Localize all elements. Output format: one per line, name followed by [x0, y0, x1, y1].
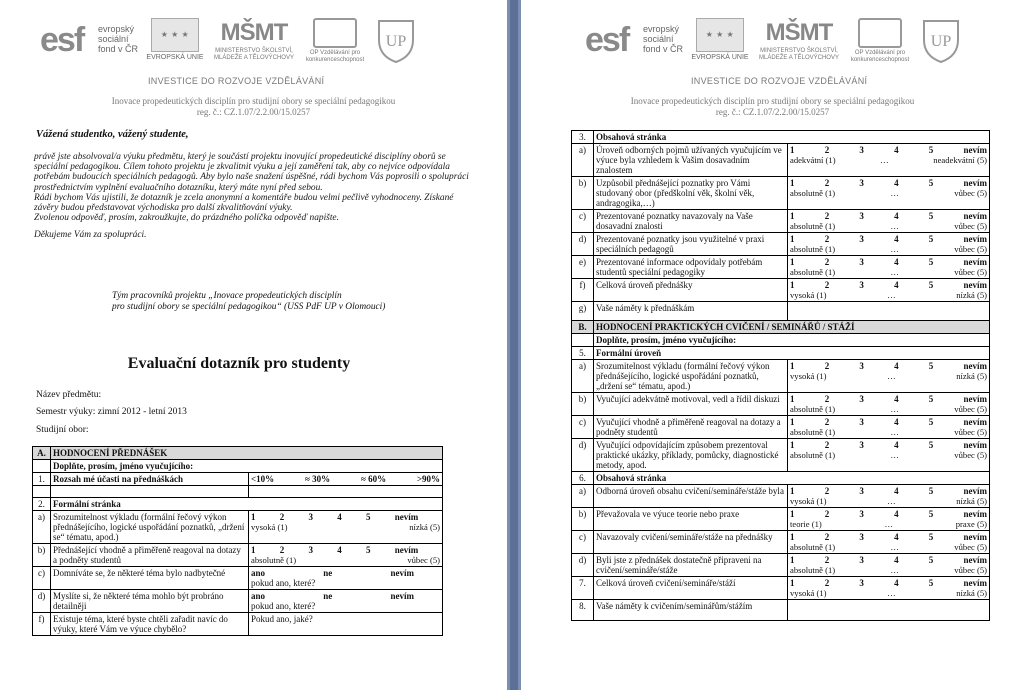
scale-option[interactable]: 3 — [859, 361, 864, 371]
question-text: Existuje téma, které byste chtěli zařadit navíc do výuky, které Vám ve výuce chybělo? — [51, 613, 249, 636]
scale-high: nízká (5) — [956, 588, 987, 598]
scale-high: vůbec (5) — [954, 221, 987, 231]
esf-logo — [585, 18, 684, 64]
scale-dots: … — [887, 496, 896, 506]
rating-scale[interactable] — [788, 439, 990, 472]
row-letter: a) — [33, 511, 51, 544]
scale-option[interactable]: 3 — [859, 211, 864, 221]
esf-mark: esf — [585, 21, 629, 59]
rating-scale[interactable] — [788, 531, 990, 554]
rating-scale[interactable] — [788, 233, 990, 256]
row-letter: d) — [572, 233, 594, 256]
study-field: Studijní obor: — [36, 425, 89, 435]
scale-dots: … — [887, 290, 896, 300]
scale-numbers[interactable]: 1 2 3 4 5 nevím — [251, 512, 419, 522]
scale-dots: … — [880, 155, 889, 165]
logo-strip — [40, 18, 416, 72]
project-title: Inovace propedeutických disciplín pro studijní obory se speciální pedagogikou — [630, 96, 915, 106]
logo-strip — [585, 18, 961, 72]
scale-option[interactable]: 3 — [859, 532, 864, 542]
rating-scale[interactable] — [788, 393, 990, 416]
scale-option[interactable]: 1 — [790, 234, 795, 244]
project-title: Inovace propedeutických disciplín pro studijní obory se speciální pedagogikou — [111, 96, 396, 106]
scale-option[interactable]: 2 — [824, 486, 830, 496]
scale-option[interactable]: 4 — [894, 486, 899, 496]
scale-option[interactable]: 2 — [824, 280, 830, 290]
question-text: Prezentované poznatky jsou využitelné v praxi speciálních pedagogů — [594, 233, 788, 256]
row-letter: b) — [33, 544, 51, 567]
up-shield-logo — [921, 18, 961, 64]
scale-dots: … — [890, 244, 899, 254]
question-text: Byli jste z přednášek dostatečně připraveni na cvičení/semináře/stáže — [594, 554, 788, 577]
scale-low: absolutně (1) — [790, 427, 836, 437]
letter-thanks: Děkujeme Vám za spolupráci. — [34, 230, 147, 241]
eu-label: EVROPSKÁ UNIE — [146, 54, 204, 61]
op-label: OP Vzdělávání pro konkurenceschopnost — [850, 50, 910, 63]
esf-text: evropský sociální fond v ČR — [98, 24, 139, 54]
question-text: Přednášející vhodně a přiměřeně reagoval na dotazy a podněty studentů — [51, 544, 249, 567]
question-text: Úroveň odborných pojmů užívaných vyučujícím ve výuce byla vzhledem k Vašim dosavadním znalostem — [594, 144, 788, 177]
eu-flag-icon: ★ ★ ★ — [696, 18, 744, 52]
scale-option[interactable]: nevím — [963, 257, 987, 267]
scale-option[interactable]: 5 — [928, 361, 934, 371]
svg-text:UP: UP — [930, 33, 952, 50]
scale-option[interactable]: 4 — [894, 280, 899, 290]
scale-high: neadekvátní (5) — [933, 155, 987, 165]
scale-dots: … — [890, 565, 899, 575]
scale-option[interactable]: nevím — [963, 394, 987, 404]
scale-option[interactable]: 5 — [928, 280, 934, 290]
scale-low: absolutně (1) — [790, 188, 836, 198]
row-letter: d) — [33, 590, 51, 613]
scale-option[interactable]: 4 — [894, 178, 899, 188]
scale-option[interactable]: 5 — [928, 440, 934, 450]
scale-option[interactable]: 2 — [824, 532, 830, 542]
scale-option[interactable]: 1 — [790, 578, 795, 588]
rating-scale[interactable] — [788, 210, 990, 233]
esf-mark: esf — [40, 21, 84, 59]
row-letter: b) — [572, 508, 594, 531]
row-letter: c) — [572, 531, 594, 554]
question-text: Prezentované poznatky navazovaly na Vaše dosavadní znalosti — [594, 210, 788, 233]
scale-option[interactable]: nevím — [963, 234, 987, 244]
scale-option[interactable]: 4 — [894, 145, 899, 155]
msmt-label: MINISTERSTVO ŠKOLSTVÍ, MLÁDEŽE A TĚLOVÝCHOVY — [759, 48, 839, 61]
eu-label: EVROPSKÁ UNIE — [691, 54, 749, 61]
op-box-icon — [313, 18, 357, 48]
scale-option[interactable]: 4 — [894, 509, 899, 519]
registration-number: reg. č.: CZ.1.07/2.2.00/15.0257 — [715, 107, 830, 117]
scale-option[interactable]: 2 — [824, 361, 830, 371]
section-heading: Obsahová stránka — [594, 472, 990, 485]
scale-dots: … — [890, 450, 899, 460]
scale-option[interactable]: 4 — [894, 417, 899, 427]
scale-option[interactable]: 4 — [894, 578, 899, 588]
scale-low: absolutně (1) — [790, 404, 836, 414]
scale-high: vůbec (5) — [954, 267, 987, 277]
row-letter: a) — [572, 144, 594, 177]
section-b-letter: B. — [572, 321, 594, 334]
section-a-title: HODNOCENÍ PŘEDNÁŠEK — [51, 447, 443, 460]
scale-high: nízká (5) — [956, 290, 987, 300]
scale-option[interactable]: 1 — [790, 532, 795, 542]
scale-option[interactable]: 5 — [928, 257, 934, 267]
scale-option[interactable]: 1 — [790, 417, 795, 427]
scale-option[interactable]: 3 — [859, 234, 864, 244]
rating-scale[interactable] — [788, 485, 990, 508]
letter-paragraph-2: Rádi bychom Vás ujistili, že dotazník je zcela anonymní a komentáře budou velmi pečlivě vyhodnoceny. Získané závěry budou představovat východiska pro další zkvalitňování výuky. — [34, 192, 454, 214]
investice-text: INVESTICE DO ROZVOJE VZDĚLÁVÁNÍ — [148, 76, 325, 86]
scale-option[interactable]: nevím — [963, 145, 987, 155]
scale-option[interactable]: nevím — [963, 417, 987, 427]
scale-high: vůbec (5) — [407, 555, 441, 565]
scale-low: absolutně (1) — [790, 542, 836, 552]
scale-low: vysoká (1) — [790, 588, 827, 598]
scale-option[interactable]: 5 — [928, 178, 934, 188]
scale-dots: … — [887, 371, 896, 381]
scale-low: vysoká (1) — [790, 290, 827, 300]
scale-high: vůbec (5) — [954, 450, 987, 460]
eu-flag-icon: ★ ★ ★ — [151, 18, 199, 52]
scale-option[interactable]: 4 — [894, 361, 899, 371]
scale-option[interactable]: 1 — [790, 280, 795, 290]
msmt-label: MINISTERSTVO ŠKOLSTVÍ, MLÁDEŽE A TĚLOVÝCHOVY — [214, 48, 294, 61]
row-letter: g) — [572, 302, 594, 321]
scale-high: nízká (5) — [409, 522, 441, 532]
scale-option[interactable]: 1 — [790, 178, 795, 188]
q1-opt[interactable]: >90% — [416, 474, 440, 484]
scale-option[interactable]: nevím — [963, 532, 987, 542]
choice-options[interactable]: ano ne nevím — [251, 568, 415, 578]
yes-no-choice[interactable] — [249, 590, 443, 613]
scale-option[interactable]: nevím — [963, 578, 987, 588]
scale-low: adekvátní (1) — [790, 155, 836, 165]
letter-body — [34, 152, 474, 241]
scale-low: absolutně (1) — [790, 450, 836, 460]
scale-option[interactable]: 4 — [894, 394, 899, 404]
question-text: Srozumitelnost výkladu (formální řečový výkon přednášejícího, logické uspořádání poznatků, „držení se“ tématu, apod.) — [51, 511, 249, 544]
eu-logo — [691, 18, 749, 64]
rating-scale[interactable] — [788, 177, 990, 210]
section-heading: Obsahová stránka — [594, 131, 990, 144]
question-text: Vaše náměty k cvičením/seminářům/stážím — [594, 600, 788, 621]
scale-option[interactable]: 1 — [790, 145, 795, 155]
scale-low: absolutně (1) — [790, 267, 836, 277]
row-letter: d) — [572, 554, 594, 577]
rating-scale[interactable] — [788, 416, 990, 439]
q1-opt[interactable]: ≈ 60% — [360, 474, 387, 484]
question-text: Převažovala ve výuce teorie nebo praxe — [594, 508, 788, 531]
scale-option[interactable]: 3 — [859, 578, 864, 588]
esf-logo — [40, 18, 139, 64]
rating-scale[interactable] — [788, 360, 990, 393]
rating-scale[interactable] — [788, 508, 990, 531]
team-line-1: Tým pracovníků projektu „Inovace propedeutických disciplín — [112, 291, 342, 301]
scale-high: vůbec (5) — [954, 427, 987, 437]
scale-dots: … — [887, 588, 896, 598]
scale-dots: … — [890, 267, 899, 277]
scale-low: absolutně (1) — [790, 221, 836, 231]
scale-option[interactable]: 4 — [894, 257, 899, 267]
scale-option[interactable]: 2 — [824, 555, 830, 565]
yes-no-choice[interactable] — [249, 567, 443, 590]
row-letter: d) — [572, 439, 594, 472]
question-text: Myslíte si, že některé téma mohlo být probráno detailněji — [51, 590, 249, 613]
section-number: 6. — [572, 472, 594, 485]
scale-option[interactable]: 3 — [859, 486, 864, 496]
question-text: Vyučující vhodně a přiměřeně reagoval na dotazy a podněty studentů — [594, 416, 788, 439]
scale-option[interactable]: 4 — [894, 234, 899, 244]
scale-option[interactable]: 3 — [859, 280, 864, 290]
scale-option[interactable]: nevím — [963, 211, 987, 221]
scale-option[interactable]: nevím — [963, 486, 987, 496]
teacher-name-prompt[interactable]: Doplňte, prosím, jméno vyučujícího: — [594, 334, 990, 347]
scale-option[interactable]: nevím — [963, 361, 987, 371]
q1-opt[interactable]: ≈ 30% — [304, 474, 331, 484]
rating-scale[interactable] — [249, 544, 443, 567]
msmt-logo — [759, 18, 839, 64]
scale-option[interactable]: 2 — [824, 211, 830, 221]
scale-option[interactable]: nevím — [963, 440, 987, 450]
scale-option[interactable]: 4 — [894, 555, 899, 565]
scale-high: nízká (5) — [956, 371, 987, 381]
section-a-table — [32, 446, 443, 636]
up-shield-logo — [376, 18, 416, 64]
rating-scale[interactable] — [788, 577, 990, 600]
row-letter: a) — [572, 360, 594, 393]
scale-high: vůbec (5) — [954, 565, 987, 575]
letter-paragraph-3: Zvolenou odpověď, prosím, zakroužkujte, do prázdného políčka odpověď napište. — [34, 213, 339, 224]
scale-option[interactable]: nevím — [963, 178, 987, 188]
choice-options[interactable]: ano ne nevím — [251, 591, 415, 601]
row-letter: c) — [33, 567, 51, 590]
scale-option[interactable]: 3 — [859, 555, 864, 565]
page-right — [521, 0, 1024, 690]
scale-option[interactable]: 5 — [928, 509, 934, 519]
page-divider — [507, 0, 521, 690]
op-logo — [304, 18, 366, 64]
scale-option[interactable]: nevím — [963, 280, 987, 290]
rating-scale[interactable] — [788, 279, 990, 302]
scale-dots: … — [890, 221, 899, 231]
scale-option[interactable]: 2 — [824, 394, 830, 404]
q2-number: 2. — [33, 498, 51, 511]
scale-option[interactable]: 5 — [928, 234, 934, 244]
scale-option[interactable]: 3 — [859, 417, 864, 427]
row-letter: f) — [33, 613, 51, 636]
op-box-icon — [858, 18, 902, 48]
scale-low: absolutně (1) — [790, 244, 836, 254]
team-signature — [112, 291, 472, 313]
msmt-mark-icon: MŠMT — [765, 19, 833, 46]
scale-option[interactable]: 1 — [790, 394, 795, 404]
question-text: Uzpůsobil přednášející poznatky pro Vámi studovaný obor (předškolní věk, školní věk, andragogika,…) — [594, 177, 788, 210]
scale-low: teorie (1) — [790, 519, 822, 529]
scale-option[interactable]: 5 — [928, 578, 934, 588]
rating-scale[interactable] — [249, 511, 443, 544]
section-heading: Formální úroveň — [594, 347, 990, 360]
q1-number: 1. — [33, 473, 51, 486]
semester-field: Semestr výuky: zimní 2012 - letní 2013 — [36, 407, 187, 417]
scale-option[interactable]: 2 — [824, 417, 830, 427]
scale-option[interactable]: 4 — [894, 532, 899, 542]
greeting: Vážená studentko, vážený studente, — [36, 129, 189, 140]
q1-opt[interactable]: <10% — [251, 474, 275, 484]
row-letter: b) — [572, 393, 594, 416]
op-label: OP Vzdělávání pro konkurenceschopnost — [305, 50, 365, 63]
section-number: 5. — [572, 347, 594, 360]
q1-options[interactable] — [249, 473, 443, 486]
scale-option[interactable]: 3 — [859, 178, 864, 188]
scale-low: absolutně (1) — [251, 555, 297, 565]
answer-field[interactable] — [788, 600, 990, 621]
scale-option[interactable]: 5 — [928, 145, 934, 155]
row-letter: e) — [572, 256, 594, 279]
scale-option[interactable]: 1 — [790, 440, 795, 450]
page-left — [0, 0, 507, 690]
scale-option[interactable]: 2 — [824, 509, 830, 519]
op-logo — [849, 18, 911, 64]
scale-high: vůbec (5) — [954, 188, 987, 198]
scale-option[interactable]: 2 — [824, 578, 830, 588]
scale-option[interactable]: 5 — [928, 211, 934, 221]
section-number: 3. — [572, 131, 594, 144]
question-text: Prezentované informace odpovídaly potřebám studentů speciální pedagogiky — [594, 256, 788, 279]
question-text: Vyučující adekvátně motivoval, vedl a řídil diskuzi — [594, 393, 788, 416]
msmt-logo — [214, 18, 294, 64]
eu-logo — [146, 18, 204, 64]
q2-heading: Formální stránka — [51, 498, 443, 511]
q1-text: Rozsah mé účasti na přednáškách — [51, 473, 249, 486]
scale-option[interactable]: 1 — [790, 211, 795, 221]
scale-dots: … — [890, 542, 899, 552]
svg-text:UP: UP — [385, 33, 407, 50]
scale-high: nízká (5) — [956, 496, 987, 506]
scale-low: vysoká (1) — [790, 496, 827, 506]
scale-option[interactable]: 3 — [859, 440, 864, 450]
scale-option[interactable]: 1 — [790, 361, 795, 371]
scale-option[interactable]: 5 — [928, 417, 934, 427]
section-number: 8. — [572, 600, 594, 621]
question-text: Vaše náměty k přednáškám — [594, 302, 788, 321]
scale-dots: … — [890, 404, 899, 414]
teacher-name-prompt[interactable]: Doplňte, prosím, jméno vyučujícího: — [51, 460, 443, 473]
scale-option[interactable]: 3 — [859, 145, 864, 155]
question-text: Odborná úroveň obsahu cvičení/semináře/stáže byla — [594, 485, 788, 508]
choice-followup[interactable]: pokud ano, které? — [251, 601, 316, 611]
section-b-title: HODNOCENÍ PRAKTICKÝCH CVIČENÍ / SEMINÁŘŮ / STÁŽÍ — [594, 321, 990, 334]
scale-option[interactable]: 1 — [790, 509, 795, 519]
question-text: Vyučující odpovídajícím způsobem prezentoval praktické ukázky, příklady, pomůcky, diagnostické metody, apod. — [594, 439, 788, 472]
answer-field[interactable] — [788, 302, 990, 321]
scale-low: vysoká (1) — [790, 371, 827, 381]
scale-option[interactable]: 1 — [790, 257, 795, 267]
row-letter: c) — [572, 210, 594, 233]
scale-option[interactable]: 2 — [824, 440, 830, 450]
scale-dots: … — [890, 427, 899, 437]
esf-text: evropský sociální fond v ČR — [643, 24, 684, 54]
scale-option[interactable]: nevím — [963, 509, 987, 519]
scale-option[interactable]: 5 — [928, 394, 934, 404]
scale-dots: … — [884, 519, 894, 529]
scale-option[interactable]: 3 — [859, 394, 864, 404]
row-letter: f) — [572, 279, 594, 302]
scale-option[interactable]: 3 — [859, 257, 864, 267]
row-letter: c) — [572, 416, 594, 439]
scale-option[interactable]: 2 — [824, 234, 830, 244]
scale-option[interactable]: 5 — [928, 555, 934, 565]
registration-number: reg. č.: CZ.1.07/2.2.00/15.0257 — [196, 107, 311, 117]
rating-scale[interactable] — [788, 554, 990, 577]
scale-high: praxe (5) — [955, 519, 987, 529]
question-text: Srozumitelnost výkladu (formální řečový výkon přednášejícího, logické uspořádání poznatků, „držení se“ tématu, apod.) — [594, 360, 788, 393]
msmt-mark-icon: MŠMT — [220, 19, 288, 46]
choice-followup[interactable]: pokud ano, které? — [251, 578, 316, 588]
scale-low: vysoká (1) — [251, 522, 288, 532]
scale-option[interactable]: 2 — [824, 257, 830, 267]
subject-field: Název předmětu: — [36, 390, 102, 400]
investice-text: INVESTICE DO ROZVOJE VZDĚLÁVÁNÍ — [691, 76, 868, 86]
rating-scale[interactable] — [788, 144, 990, 177]
scale-numbers[interactable]: 1 2 3 4 5 nevím — [251, 545, 419, 555]
scale-option[interactable]: 4 — [894, 211, 899, 221]
answer-field[interactable]: Pokud ano, jaké? — [249, 613, 443, 636]
scale-option[interactable]: 1 — [790, 555, 795, 565]
scale-dots: … — [890, 188, 899, 198]
scale-option[interactable]: 2 — [824, 145, 830, 155]
section-number: 7. — [572, 577, 594, 600]
rating-scale[interactable] — [788, 256, 990, 279]
question-text: Navazovaly cvičení/semináře/stáže na přednášky — [594, 531, 788, 554]
question-text: Celková úroveň cvičení/semináře/stáží — [594, 577, 788, 600]
scale-low: absolutně (1) — [790, 565, 836, 575]
scale-option[interactable]: 4 — [894, 440, 899, 450]
row-letter: b) — [572, 177, 594, 210]
scale-option[interactable]: nevím — [963, 555, 987, 565]
scale-high: vůbec (5) — [954, 542, 987, 552]
question-text: Domníváte se, že některé téma bylo nadbytečné — [51, 567, 249, 590]
scale-option[interactable]: 1 — [790, 486, 795, 496]
scale-option[interactable]: 3 — [859, 509, 864, 519]
form-title: Evaluační dotazník pro studenty — [127, 355, 351, 372]
scale-high: vůbec (5) — [954, 244, 987, 254]
section-b-table — [571, 130, 990, 621]
team-line-2: pro studijní obory se speciální pedagogikou“ (USS PdF UP v Olomouci) — [112, 302, 386, 312]
scale-option[interactable]: 5 — [928, 486, 934, 496]
row-letter: a) — [572, 485, 594, 508]
question-text: Celková úroveň přednášky — [594, 279, 788, 302]
section-a-letter: A. — [33, 447, 51, 460]
letter-paragraph-1: právě jste absolvoval/a výuku předmětu, který je součástí projektu inovující propedeutické disciplíny oborů se speciální pedagogikou. Cílem tohoto projektu je zkvalitnit výuku a její zaměření tak, aby co nejvíce odpovídala potřebám budoucích speciálních pedagogů. Aby bylo naše snažení úspěšné, rádi bychom Vás poprosili o spolupráci prostřednictvím vyplnění evaluačního dotazníku, který máte nyní před sebou. — [34, 152, 469, 193]
scale-high: vůbec (5) — [954, 404, 987, 414]
scale-option[interactable]: 2 — [824, 178, 830, 188]
scale-option[interactable]: 5 — [928, 532, 934, 542]
